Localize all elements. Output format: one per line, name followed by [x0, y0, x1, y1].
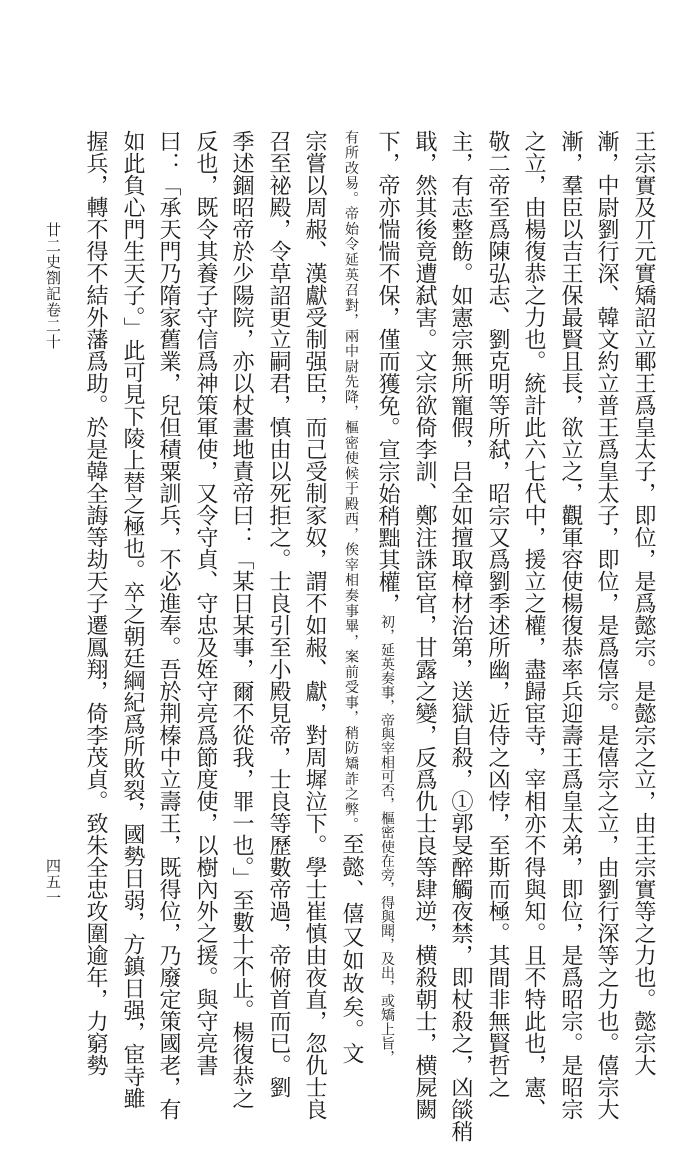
text-column: 如此負心門生天子。」此可見下陵上替之極也。卒之朝廷綱紀爲所敗裂，國勢日弱，方鎮日强，宦寺雖 — [120, 130, 145, 1109]
page-number: 四五一 — [44, 858, 62, 906]
text-column-with-note — [334, 130, 368, 1064]
text-column: 反也，既令其養子守信爲神策軍使，又令守貞、守忠及姪守亮爲節度使，以樹內外之援。與守亮書 — [193, 130, 218, 1076]
annotation-note: 初，延英奏事，帝與宰相可否，樞密使在旁，得與聞，及出，或矯上旨， — [379, 614, 395, 1065]
text-column: 漸，中尉劉行深、韓文約立普王爲皇太子，即位，是爲僖宗。是僖宗之立，由劉行深等之力也。僖宗大 — [594, 130, 619, 1120]
text-column: 季述錮昭帝於少陽院，亦以杖畫地責帝曰：「某日某事，爾不從我，罪一也。」至數十不止。楊復恭之 — [229, 130, 254, 1109]
text-column: 之立，由楊復恭之力也。統計此六七代中，援立之權，盡歸宦寺，宰相亦不得與知。且不特此也，憲、 — [521, 130, 546, 1120]
main-text: 至懿、僖又如故矣。文 — [339, 832, 364, 1065]
running-title: 廿二史劄記卷二十 — [44, 222, 62, 350]
text-column: 握兵，轉不得不結外藩爲助。於是韓全誨等劫天子遷鳳翔，倚李茂貞。致朱全忠攻圍逾年，力窮勢 — [83, 130, 108, 1076]
text-column-with-note — [370, 130, 404, 1064]
text-column: 主，有志整飭。如憲宗無所寵假，吕全如擅取樟材治第，送獄自殺，①郭旻醉觸夜禁，即杖殺之，凶燄稍 — [448, 130, 473, 1142]
text-column: 曰：「承天門乃隋家舊業，兒但積粟訓兵，不必進奉。吾於荆榛中立壽王，既得位，乃廢定策國老，有 — [156, 130, 181, 1120]
text-column: 召至祕殿，令草詔更立嗣君，慎由以死拒之。士良引至小殿見帝，士良等歷數帝過，帝俯首而已。劉 — [266, 130, 291, 1098]
annotation-note: 有所改易。帝始令延英召對，兩中尉先降，樞密使候于殿西，俟宰相奏事畢，案前受事，稍防矯詐之弊。 — [343, 130, 359, 833]
text-column: 戢，然其後竟遭弑害。文宗欲倚李訓、鄭注誅宦官，甘露之變，反爲仇士良等肆逆，横殺朝士，横屍闕 — [412, 130, 437, 1120]
text-column: 漸，羣臣以吉王保最賢且長，欲立之，觀軍容使楊復恭率兵迎壽王爲皇太弟，即位，是爲昭宗。是昭宗 — [558, 130, 583, 1120]
main-text: 下，帝亦惴惴不保，僅而獲免。宣宗始稍黜其權， — [375, 130, 400, 615]
text-column: 敬二帝至爲陳弘志、劉克明等所弑，昭宗又爲劉季述所幽，近侍之凶悖，至斯而極。其間非無賢哲之 — [485, 130, 510, 1098]
text-column: 王宗實及丌元實矯詔立鄆王爲皇太子，即位，是爲懿宗。是懿宗之立，由王宗實等之力也。懿宗大 — [631, 130, 656, 1076]
text-column: 宗嘗以周赧、漢獻受制强臣，而己受制家奴，謂不如赧、獻，對周墀泣下。學士崔慎由夜直，忽仇士良 — [302, 130, 327, 1120]
